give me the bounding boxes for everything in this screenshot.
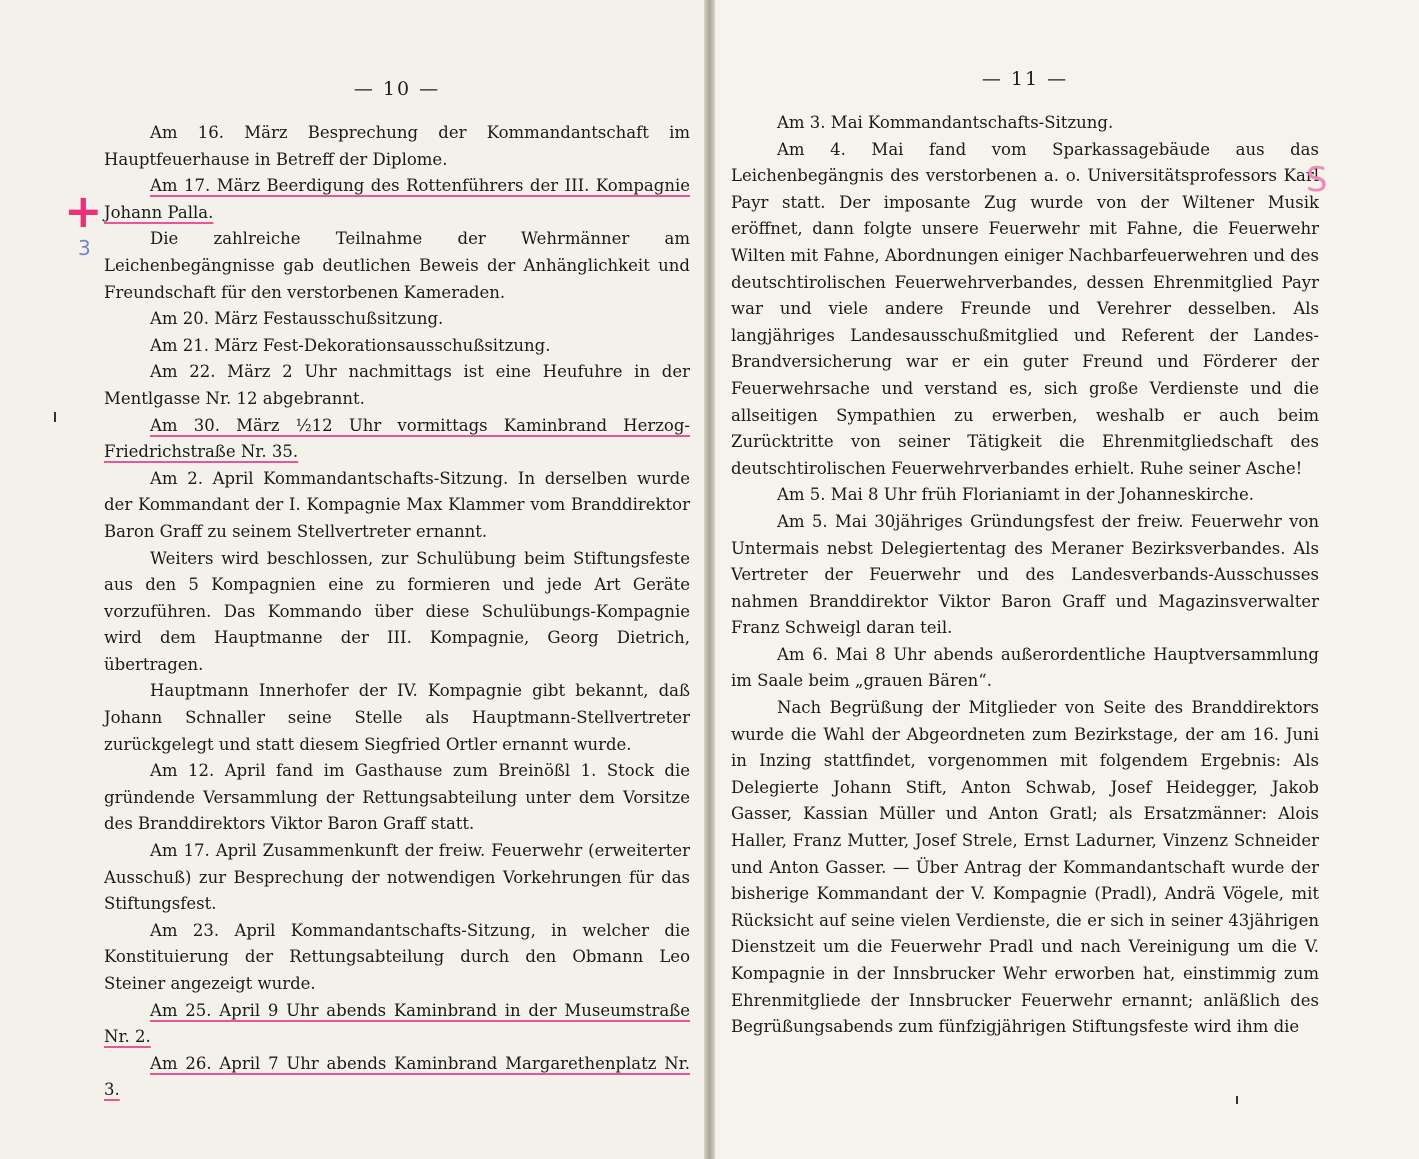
paragraph: Die zahlreiche Teilnahme der Wehrmänner am Leichenbegängnisse gab deutlichen Beweis der Anhänglichkeit und Freundschaft für den verstorbenen Kameraden. (104, 229, 690, 302)
paragraph: Am 6. Mai 8 Uhr abends außerordentliche Hauptversammlung im Saale beim „grauen Bären“. (731, 644, 1319, 691)
paragraph: Am 5. Mai 30jähriges Gründungsfest der freiw. Feuerwehr von Untermais nebst Delegiertentag des Meraner Bezirksverbandes. Als Vertreter der Feuerwehr und des Landesverbands-Ausschusses nahmen Branddirektor Viktor Baron Graff und Magazinsverwalter Franz Schweigl daran teil. (731, 511, 1319, 638)
page-number-left: — 10 — (353, 78, 441, 100)
paragraph-marked: Am 26. April 7 Uhr abends Kaminbrand Margarethenplatz Nr. 3. (104, 1053, 690, 1100)
paragraph: Nach Begrüßung der Mitglieder von Seite des Branddirektors wurde die Wahl der Abgeordneten zum Bezirkstage, der am 16. Juni in Inzing stattfindet, vorgenommen mit folgendem Ergebnis: Als Delegierte Johann Stift, Anton Schwab, Josef Heidegger, Jakob Gasser, Kassian Müller und Anton Gratl; als Ersatzmänner: Alois Haller, Franz Mutter, Josef Strele, Ernst Ladurner, Vinzenz Schneider und Anton Gasser. — Über Antrag der Kommandantschaft wurde der bisherige Kommandant der V. Kompagnie (Pradl), Andrä Vögele, mit Rücksicht auf seine vielen Verdienste, die er sich in seiner 43jährigen Dienstzeit um die Feuerwehr Pradl und nach Vereinigung um die V. Kompagnie in der Innsbrucker Wehr erworben hat, einstimmig zum Ehrenmitgliede der Innsbrucker Feuerwehr ernannt; anläßlich des Begrüßungsabends zum fünfzigjährigen Stiftungsfeste wird ihm die (731, 698, 1319, 1037)
paragraph: Am 17. April Zusammenkunft der freiw. Feuerwehr (erweiterter Ausschuß) zur Besprechung der notwendigen Vorkehrungen für das Stiftungsfest. (104, 841, 690, 914)
paragraph: Weiters wird beschlossen, zur Schulübung beim Stiftungsfeste aus den 5 Kompagnien eine zu formieren und jede Art Geräte vorzuführen. Das Kommando über diese Schulübungs-Kompagnie wird dem Hauptmanne der III. Kompagnie, Georg Dietrich, übertragen. (104, 548, 690, 674)
paragraph-marked: Am 30. März ½12 Uhr vormittags Kaminbrand Herzog-Friedrichstraße Nr. 35. (104, 415, 690, 462)
page-number-right: — 11 — (981, 68, 1069, 90)
paragraph: Am 23. April Kommandantschafts-Sitzung, in welcher die Konstituierung der Rettungsabteilung durch den Obmann Leo Steiner angezeigt wurde. (104, 920, 690, 993)
paragraph-marked: Am 17. März Beerdigung des Rottenführers der III. Kompagnie Johann Palla. (104, 176, 690, 222)
paragraph: Am 3. Mai Kommandantschafts-Sitzung. (777, 113, 1114, 132)
paragraph: Am 12. April fand im Gasthause zum Breinößl 1. Stock die gründende Versammlung der Rettungsabteilung unter dem Vorsitze des Branddirektors Viktor Baron Graff statt. (104, 761, 690, 834)
paragraph: Am 21. März Fest-Dekorationsausschußsitzung. (150, 335, 551, 355)
right-page-body (731, 110, 1319, 1041)
paragraph: Am 2. April Kommandantschafts-Sitzung. In derselben wurde der Kommandant der I. Kompagnie Max Klammer vom Branddirektor Baron Graff zu seinem Stellvertreter ernannt. (104, 468, 690, 541)
left-page (0, 0, 704, 1159)
paragraph-marked: Am 25. April 9 Uhr abends Kaminbrand in der Museumstraße Nr. 2. (104, 1000, 690, 1047)
blue-number-annotation: 3 (78, 236, 91, 260)
paragraph: Am 20. März Festausschußsitzung. (150, 309, 444, 329)
ink-tick-mark (54, 412, 56, 422)
ink-tick-mark (1236, 1096, 1238, 1104)
pink-letter-annotation: S (1306, 160, 1328, 200)
pink-plus-annotation: + (64, 184, 103, 238)
book-gutter (704, 0, 715, 1159)
paragraph: Am 16. März Besprechung der Kommandantschaft im Hauptfeuerhause in Betreff der Diplome. (104, 123, 690, 169)
paragraph: Am 4. Mai fand vom Sparkassagebäude aus das Leichenbegängnis des verstorbenen a. o. Universitätsprofessors Karl Payr statt. Der imposante Zug wurde von der Wiltener Musik eröffnet, dann folgte unsere Feuerwehr mit Fahne, die Feuerwehr Wilten mit Fahne, Abordnungen einiger Nachbarfeuerwehren und des deutschtirolischen Feuerwehrverbandes, dessen Ehrenmitglied Payr war und viele andere Freunde und Verehrer desselben. Als langjähriges Landesausschußmitglied und Referent der Landes-Brandversicherung war er ein guter Freund und Förderer der Feuerwehrsache und verstand es, sich große Verdienste und die allseitigen Sympathien zu erwerben, weshalb er auch beim Zurücktritte von seiner Tätigkeit die Ehrenmitgliedschaft des deutschtirolischen Feuerwehrverbandes erhielt. Ruhe seiner Asche! (731, 139, 1319, 478)
paragraph: Hauptmann Innerhofer der IV. Kompagnie gibt bekannt, daß Johann Schnaller seine Stelle als Hauptmann-Stellvertreter zurückgelegt und statt diesem Siegfried Ortler ernannt wurde. (104, 681, 690, 754)
paragraph: Am 5. Mai 8 Uhr früh Florianiamt in der Johanneskirche. (777, 485, 1255, 505)
left-page-body (104, 120, 690, 1104)
paragraph: Am 22. März 2 Uhr nachmittags ist eine Heufuhre in der Mentlgasse Nr. 12 abgebrannt. (104, 362, 690, 408)
